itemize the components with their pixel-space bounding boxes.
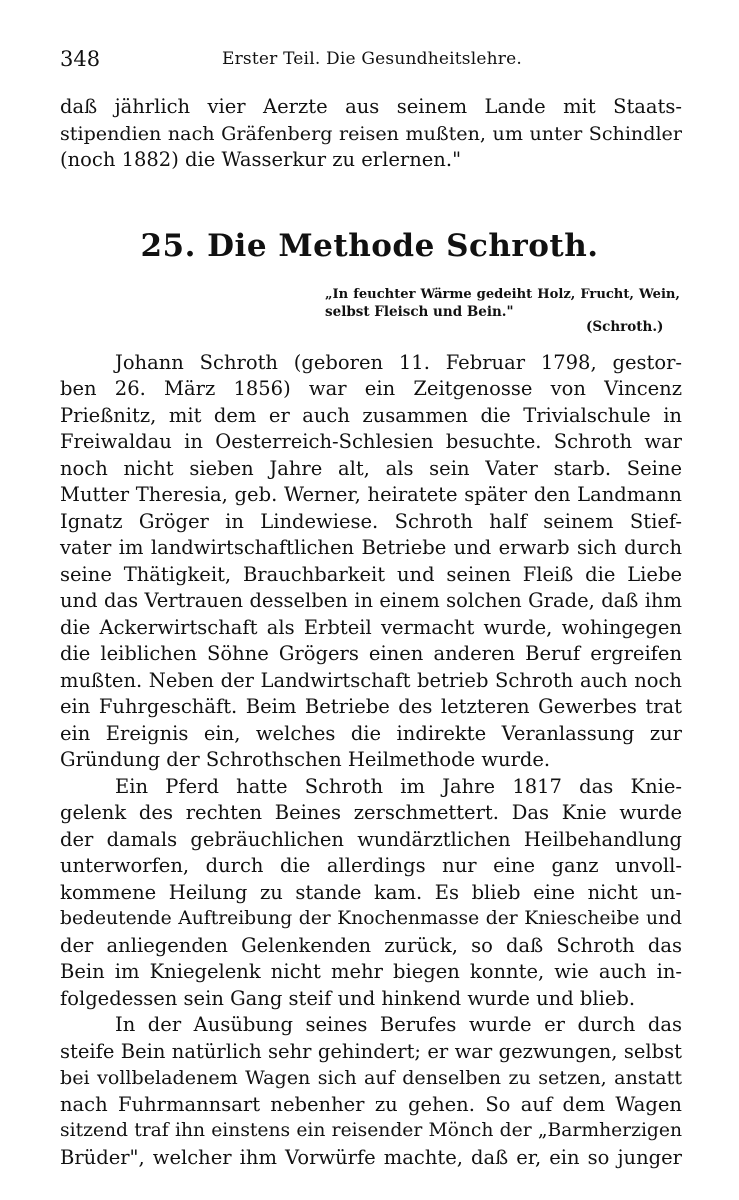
epigraph-line: „In feuchter Wärme gedeiht Holz, Frucht, Wein, — [325, 287, 680, 302]
text-line: gelenk des rechten Beines zerschmettert. Das Knie wurde — [60, 801, 682, 824]
page-number: 348 — [60, 47, 101, 71]
page-header — [60, 44, 685, 74]
text-line: noch nicht sieben Jahre alt, als sein Vater starb. Seine — [60, 457, 682, 480]
text-line: daß jährlich vier Aerzte aus seinem Lande mit Staats- — [60, 95, 682, 118]
text-line: seine Thätigkeit, Brauchbarkeit und seinen Fleiß die Liebe — [60, 563, 682, 586]
text-line: Johann Schroth (geboren 11. Februar 1798, gestor- — [115, 351, 682, 374]
text-line: sitzend traf ihn einstens ein reisender Mönch der „Barmherzigen — [60, 1120, 682, 1141]
text-line: stipendien nach Gräfenberg reisen mußten, um unter Schindler — [60, 122, 682, 145]
text-line: bei vollbeladenem Wagen sich auf denselben zu setzen, anstatt — [60, 1066, 682, 1089]
text-line: Prießnitz, mit dem er auch zusammen die Trivialschule in — [60, 404, 682, 427]
text-line: nach Fuhrmannsart nebenher zu gehen. So auf dem Wagen — [60, 1093, 682, 1116]
text-line: Mutter Theresia, geb. Werner, heiratete später den Landmann — [60, 483, 682, 506]
text-line: Brüder", welcher ihm Vorwürfe machte, daß er, ein so junger — [60, 1146, 682, 1169]
text-line: und das Vertrauen desselben in einem solchen Grade, daß ihm — [60, 589, 682, 612]
text-line: ben 26. März 1856) war ein Zeitgenosse von Vincenz — [60, 377, 682, 400]
text-line: steife Bein natürlich sehr gehindert; er war gezwungen, selbst — [60, 1040, 682, 1063]
text-line: Gründung der Schrothschen Heilmethode wurde. — [60, 748, 551, 771]
text-line: Ignatz Gröger in Lindewiese. Schroth half seinem Stief- — [60, 510, 682, 533]
text-line: vater im landwirtschaftlichen Betriebe und erwarb sich durch — [60, 536, 682, 559]
chapter-title: 25. Die Methode Schroth. — [140, 228, 599, 264]
text-line: die Ackerwirtschaft als Erbteil vermacht wurde, wohingegen — [60, 616, 682, 639]
text-line: (noch 1882) die Wasserkur zu erlernen." — [60, 148, 462, 171]
text-line: bedeutende Auftreibung der Knochenmasse der Kniescheibe und — [60, 908, 682, 929]
text-line: ein Ereignis ein, welches die indirekte Veranlassung zur — [60, 722, 682, 745]
text-line: der damals gebräuchlichen wundärztlichen Heilbehandlung — [60, 828, 682, 851]
text-line: unterworfen, durch die allerdings nur eine ganz unvoll- — [60, 854, 682, 877]
text-line: der anliegenden Gelenkenden zurück, so daß Schroth das — [60, 934, 682, 957]
text-line: Freiwaldau in Oesterreich-Schlesien besuchte. Schroth war — [60, 430, 682, 453]
text-line: kommene Heilung zu stande kam. Es blieb eine nicht un- — [60, 881, 682, 904]
text-line: die leiblichen Söhne Grögers einen anderen Beruf ergreifen — [60, 642, 682, 665]
text-line: Ein Pferd hatte Schroth im Jahre 1817 das Knie- — [115, 775, 682, 798]
text-line: folgedessen sein Gang steif und hinkend wurde und blieb. — [60, 987, 636, 1010]
running-head: Erster Teil. Die Gesundheitslehre. — [222, 49, 522, 69]
text-line: ein Fuhrgeschäft. Beim Betriebe des letzteren Gewerbes trat — [60, 695, 682, 718]
epigraph-attribution: (Schroth.) — [586, 319, 664, 335]
epigraph-line: selbst Fleisch und Bein." — [325, 304, 514, 320]
text-line: Bein im Kniegelenk nicht mehr biegen konnte, wie auch in- — [60, 960, 682, 983]
text-line: mußten. Neben der Landwirtschaft betrieb Schroth auch noch — [60, 669, 682, 692]
text-line: In der Ausübung seines Berufes wurde er durch das — [115, 1013, 682, 1036]
